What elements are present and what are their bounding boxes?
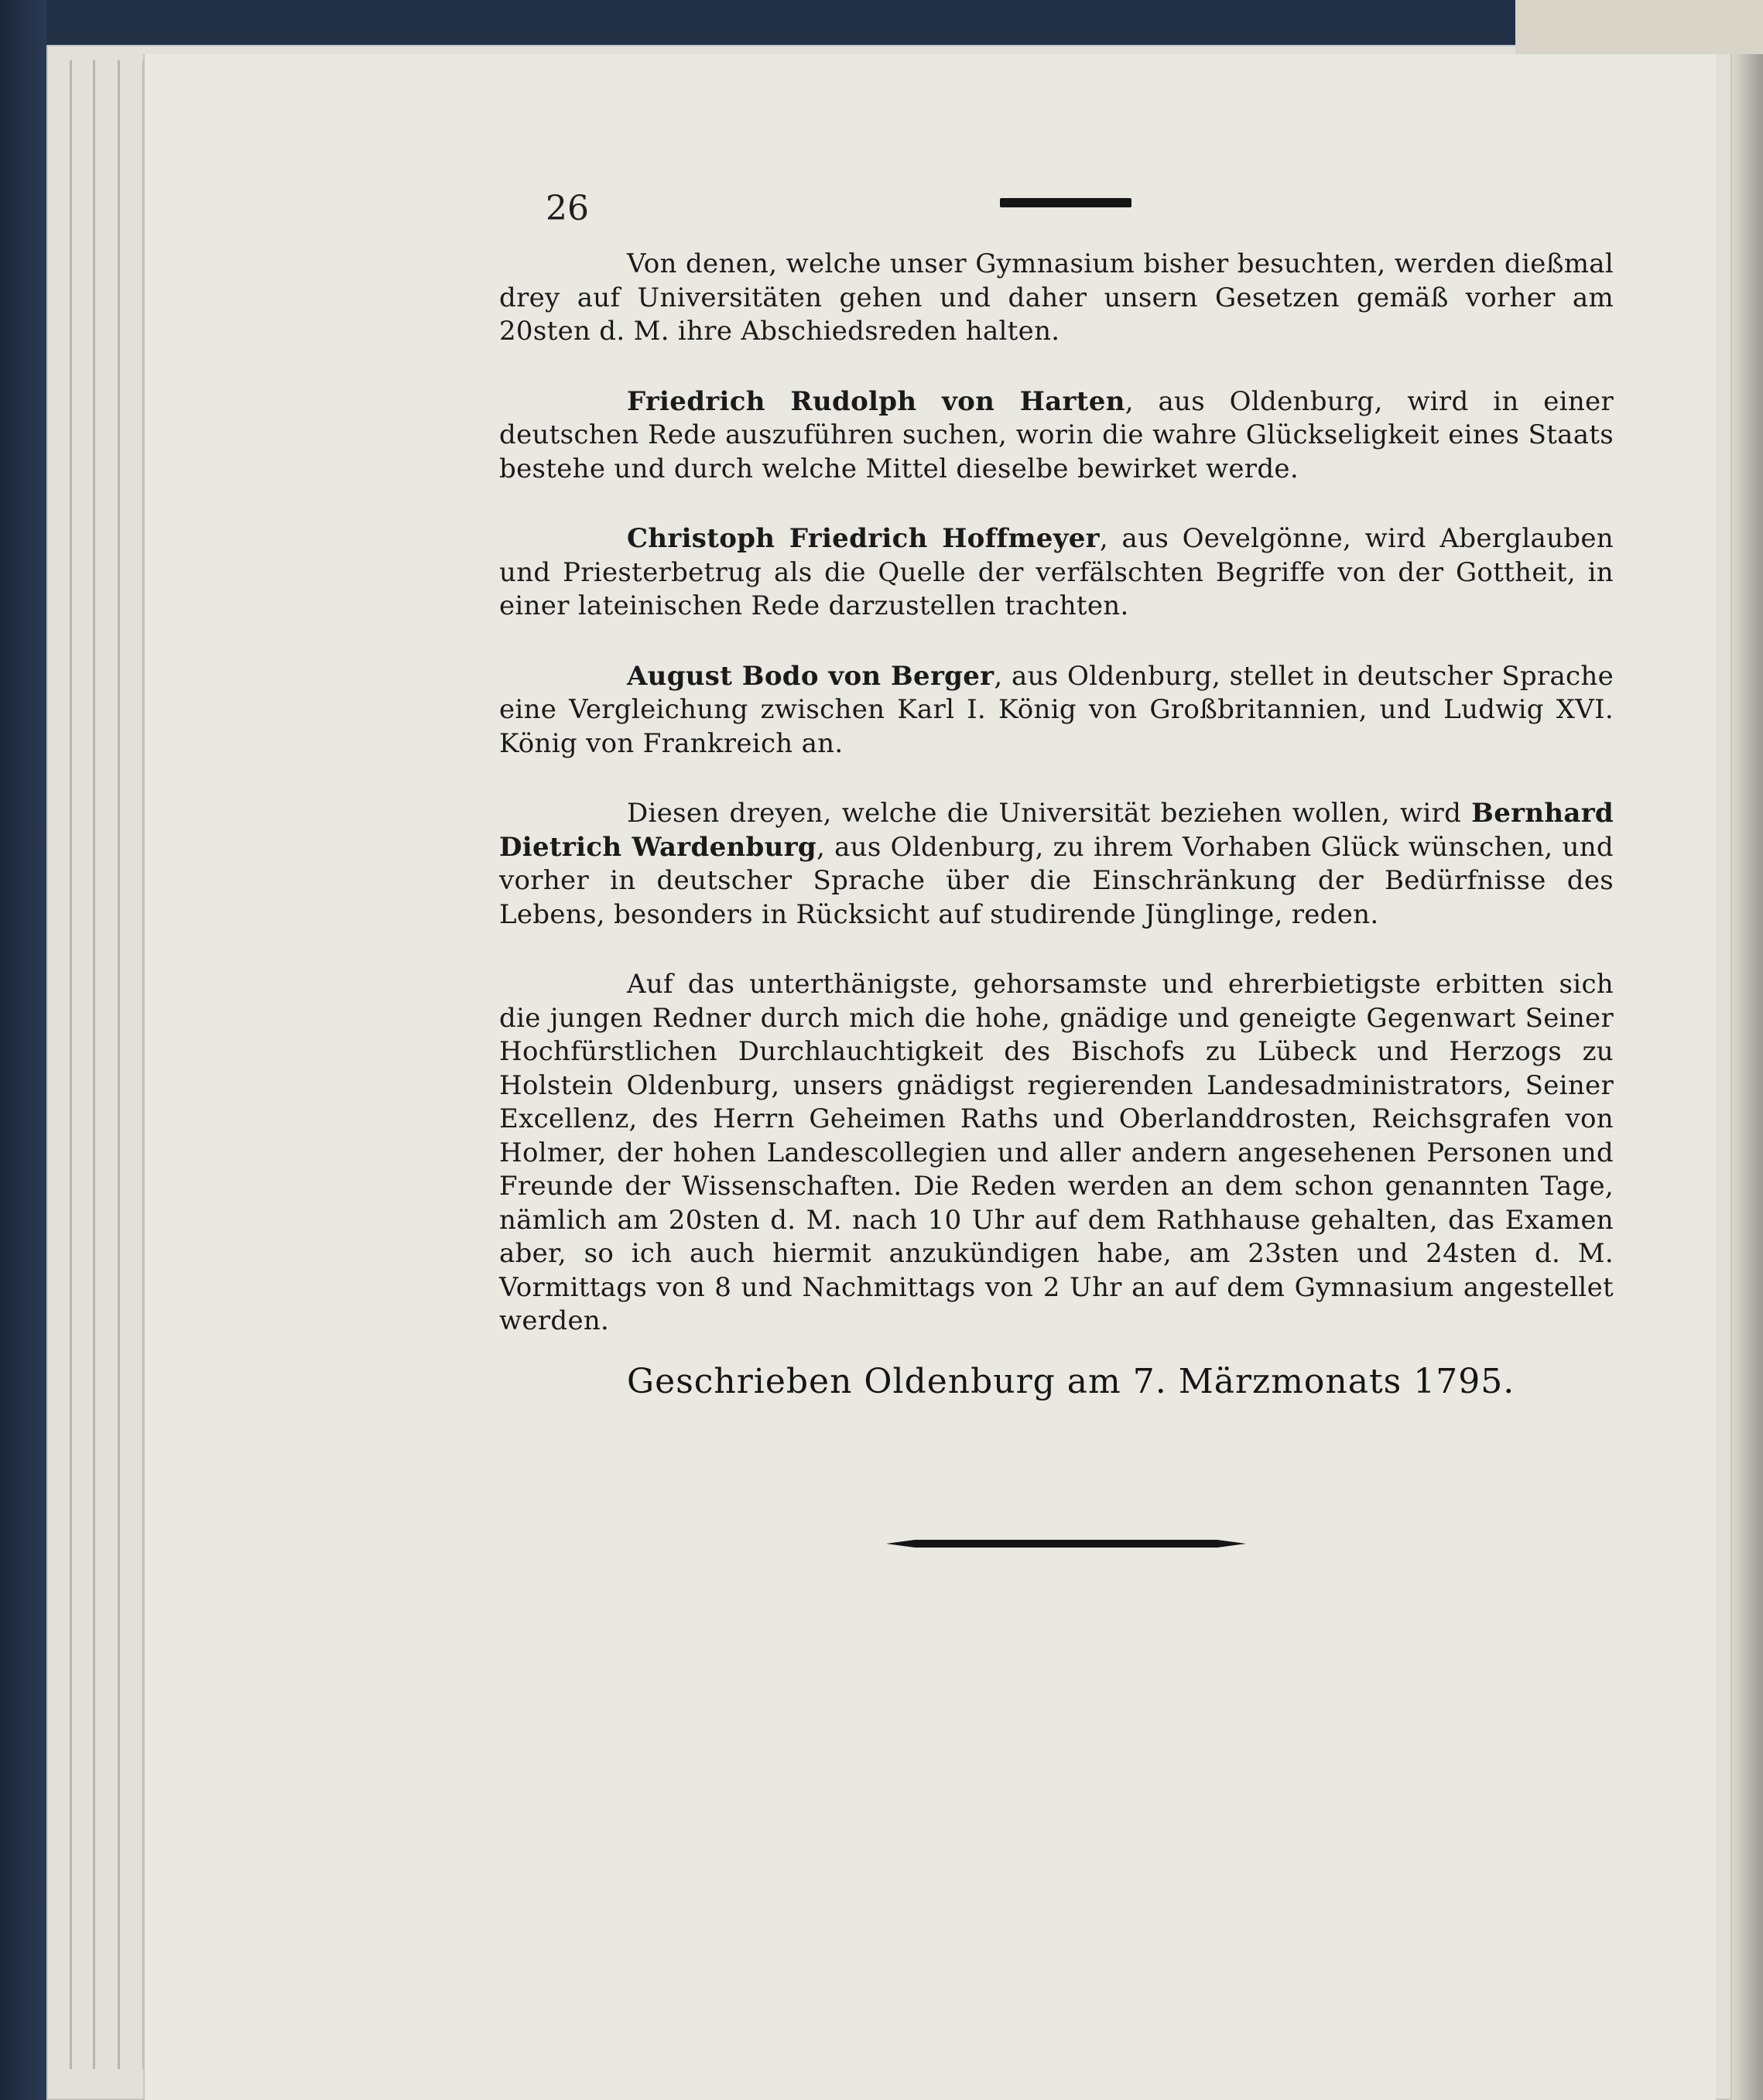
speaker-name: August Bodo von Berger <box>627 660 994 692</box>
paragraph-text: , aus Oldenburg, zu ihrem Vorhaben Glück wünschen, und vorher in deutscher Sprache über die Einschränkung der Bedürfnisse des Lebens, besonders in Rücksicht auf studirende Jünglinge, reden. <box>499 831 1614 930</box>
paragraph-speaker-1 <box>499 385 1614 487</box>
paragraph-text: , aus Oevelgönne, wird Aberglauben und Priesterbetrug als die Quelle der verfälschten Begriffe von der Gottheit, in einer lateinischen Rede darzustellen trachten. <box>499 523 1614 621</box>
adjacent-page-tab <box>1515 0 1763 54</box>
scan-background <box>0 0 46 2100</box>
paragraph-speaker-4 <box>499 797 1614 932</box>
paragraph-intro <box>499 248 1614 349</box>
header-rule <box>1000 198 1131 207</box>
page-gutter-shadow <box>1732 54 1763 2100</box>
paragraph-speaker-3 <box>499 660 1614 761</box>
page-edge <box>118 60 120 2069</box>
speaker-name: Bernhard Dietrich Wardenburg <box>499 798 1614 863</box>
page-number: 26 <box>546 189 589 228</box>
paragraph-text: Von denen, welche unser Gymnasium bisher besuchten, werden dießmal drey auf Universitäten gehen und daher unsern Gesetzen gemäß vorher am 20sten d. M. ihre Abschiedsreden halten. <box>499 248 1614 347</box>
body-text <box>499 248 1614 1339</box>
paragraph-speaker-2 <box>499 522 1614 624</box>
page-edge <box>70 60 72 2069</box>
paragraph-text: Diesen dreyen, welche die Universität beziehen wollen, wird <box>627 798 1472 829</box>
paragraph-invitation <box>499 968 1614 1339</box>
page-edge <box>93 60 95 2069</box>
dateline: Geschrieben Oldenburg am 7. Märzmonats 1795. <box>627 1362 1515 1401</box>
speaker-name: Christoph Friedrich Hoffmeyer <box>627 523 1100 554</box>
footer-rule <box>886 1540 1246 1548</box>
paragraph-text: , aus Oldenburg, wird in einer deutschen Rede auszuführen suchen, worin die wahre Glückseligkeit eines Staats bestehe und durch welche Mittel dieselbe bewirket werde. <box>499 385 1614 484</box>
paragraph-text: , aus Oldenburg, stellet in deutscher Sprache eine Vergleichung zwischen Karl I. König von Großbritannien, und Ludwig XVI. König von Frankreich an. <box>499 660 1614 759</box>
paragraph-text: Auf das unterthänigste, gehorsamste und ehrerbietigste erbitten sich die jungen Redner durch mich die hohe, gnädige und geneigte Gegenwart Seiner Hochfürstlichen Durchlauchtigkeit des Bischofs zu Lübeck und Herzogs zu Holstein Oldenburg, unsers gnädigst regierenden Landesadministrators, Seiner Excellenz, des Herrn Geheimen Raths und Oberlanddrosten, Reichsgrafen von Holmer, der hohen Landescollegien und aller andern angesehenen Personen und Freunde der Wissenschaften. Die Reden werden an dem schon genannten Tage, nämlich am 20sten d. M. nach 10 Uhr auf dem Rathhause gehalten, das Examen aber, so ich auch hiermit anzukündigen habe, am 23sten und 24sten d. M. Vormittags von 8 und Nachmittags von 2 Uhr an auf dem Gymnasium angestellet werden. <box>499 969 1614 1336</box>
speaker-name: Friedrich Rudolph von Harten <box>627 385 1125 417</box>
